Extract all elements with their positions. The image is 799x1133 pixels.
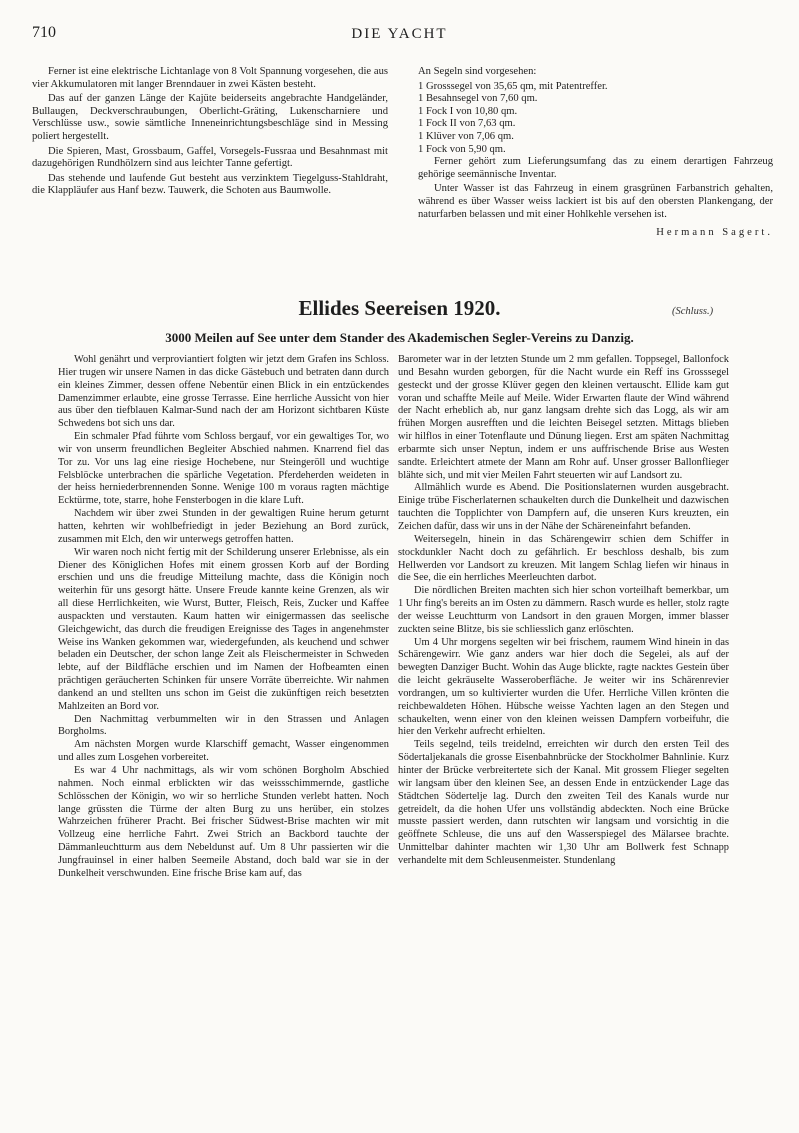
article-title: Ellides Seereisen 1920.: [298, 296, 501, 320]
top-right-column: [418, 66, 773, 238]
sails-intro: An Segeln sind vorgesehen:: [418, 66, 537, 77]
list-item: 1 Grosssegel von 35,65 qm, mit Patentreffer.: [418, 80, 608, 92]
paragraph: Ferner gehört zum Lieferungsumfang das zu einem derartigen Fahrzeug gehörige seemännische Inventar.: [418, 156, 773, 180]
top-left-column: [32, 66, 388, 200]
paragraph: Es war 4 Uhr nachmittags, als wir vom schönen Borgholm Abschied nahmen. Noch einmal erblickten wir das weissschimmernde, gastliche Schlösschen der Königin, wo wir so herrliche Stunden verlebt hatten. Noch lange grüssten die Türme der alten Burg zu uns herüber, ein stolzes Wahrzeichen früherer Pracht. Bei frischer Südwest-Brise machten wir mit Vollzeug eine herrliche Fahrt. Zwei Strich an Backbord tauchte der Dämmanleuchtturm aus dem Nebeldunst auf. Um 8 Uhr passierten wir die Jungfrauinsel in einer halben Seemeile Abstand, doch bald war sie in der Dunkelheit verschwunden. Eine frische Brise kam auf, das: [58, 765, 389, 879]
article-subtitle: 3000 Meilen auf See unter dem Stander des Akademischen Segler-Vereins zu Danzig.: [165, 330, 634, 345]
paragraph: Den Nachmittag verbummelten wir in den Strassen und Anlagen Borgholms.: [58, 713, 389, 738]
article-column-left: [58, 354, 389, 881]
paragraph: Die Spieren, Mast, Grossbaum, Gaffel, Vorsegels-Fussraa und Besahnmast mit dazugehörigen Rundhölzern sind aus leichter Tanne gefertigt.: [32, 145, 388, 170]
paragraph: Unter Wasser ist das Fahrzeug in einem grasgrünen Farbanstrich gehalten, während es über Wasser weiss lackiert ist bis auf den obersten Plankengang, der naturfarben belassen und mit einer Hohlkehle versehen ist.: [418, 183, 773, 220]
paragraph: Barometer war in der letzten Stunde um 2 mm gefallen. Toppsegel, Ballonfock und Besahn wurden geborgen, für die Nacht wurde ein Reff ins Grosssegel gesteckt und der grosse Klüver gegen den kleinen vertauscht. Ellide kam gut voran und schaffte Meile auf Meile. Wider Erwarten flaute der Wind während der Nacht erheblich ab, nur ganz langsam drehte sich das Logg, als wir am frühen Morgen ausrefften und die leichten Beisegel setzten. Mittags blieben wir hilflos in einer Totenflaute und Dünung liegen. Erst am späten Nachmittag erbarmte sich unser Neptun, indem er uns auffrischende Brise aus Westen sandte. Erleichtert atmete der Mann am Rohr auf. Unser grosser Ballonflieger blähte sich, und mit vier Meilen Fahrt steuerten wir auf Landsort zu.: [398, 354, 729, 481]
paragraph: Teils segelnd, teils treidelnd, erreichten wir durch den ersten Teil des Södertaljekanals die grosse Eisenbahnbrücke der Stockholmer Bahnlinie. Kurz hinter der Brücke verbreitertete sich der Kanal. Mit grossem Flieger segelten wir langsam über den kleinen See, an dessen Ende in entzückender Lage das Städtchen Södertelje lag. Durch den zweiten Teil des Kanals wurde nur getreidelt, da die hohen Ufer uns vollständig abdeckten. Noch eine Brücke musste passiert werden, dann rutschten wir langsam und vorsichtig in die geöffnete Schleuse, die uns auf den Wasserspiegel des Mälarsee brachte. Unmittelbar dahinter machten wir 1,30 Uhr am Bollwerk fest Schnapp verhandelte mit dem Schleusenmeister. Stundenlang: [398, 739, 729, 866]
list-item: 1 Fock II von 7,63 qm.: [418, 118, 516, 130]
paragraph: Um 4 Uhr morgens segelten wir bei frischem, raumem Wind hinein in das Schärengewirr. Wie ganz anders war hier doch die Segelei, als auf der bewegten Danziger Bucht. Wohin das Auge blickte, ragte nacktes Gestein über die leicht gekräuselte Wasseroberfläche. Je weiter wir ins Schärenrevier vordrangen, um so kultivierter wurden die Ufer. Herrliche Villen krönten die reichbewaldeten Höhen. Hübsche weisse Yachten lagen an den Stegen und schaukelten, wenn einer von den kleinen weissen Dampfern vorbeifuhr, die hier den Verkehr aufrecht erhielten.: [398, 636, 729, 738]
article-column-right: [398, 354, 729, 868]
paragraph: Das stehende und laufende Gut besteht aus verzinktem Tiegelguss-Stahldraht, die Klappläufer aus Hanf bezw. Tauwerk, die Schoten aus Baumwolle.: [32, 172, 388, 197]
list-item: 1 Fock von 5,90 qm.: [418, 143, 506, 155]
page-number: 710: [32, 24, 56, 41]
list-item: 1 Fock I von 10,80 qm.: [418, 105, 518, 117]
running-title: DIE YACHT: [351, 26, 448, 42]
paragraph: Weitersegeln, hinein in das Schärengewirr schien dem Schiffer in stockdunkler Nacht doch zu gefährlich. Er beschloss deshalb, bis zum Hellwerden vor Landsort zu kreuzen. Mit langem Schlag liefen wir hinaus in die See, die ein herrliches Meerleuchten darbot.: [398, 533, 729, 584]
paragraph: Die nördlichen Breiten machten sich hier schon vorteilhaft bemerkbar, um 1 Uhr fing's bereits an im Osten zu dämmern. Rasch wurde es heller, stolz ragte der weisse Leuchtturm von Landsort in den grauen Morgen, immer blasser zuckten seine Blitze, bis sie schliesslich ganz erlöschten.: [398, 585, 729, 635]
paragraph: Ein schmaler Pfad führte vom Schloss bergauf, vor ein gewaltiges Tor, wo wir von unserm freundlichen Begleiter Abschied nahmen. Knarrend fiel das Tor zu. Vor uns lag eine riesige Hochebene, nur Steingeröll und wuchtige Felsblöcke unterbrachen die spärliche Vegetation. Pferdeherden weideten in der heiss herniederbrennenden Sonne. Wenige 100 m voraus ragten mächtige Ecktürme, tote, starre, hohe Fensterbogen in die klare Luft.: [58, 431, 389, 507]
sail-list: [418, 81, 773, 157]
list-item: 1 Besahnsegel von 7,60 qm.: [418, 93, 538, 105]
article-continuation-tag: (Schluss.): [672, 306, 714, 317]
author-signature: Hermann Sagert.: [656, 227, 773, 239]
paragraph: Ferner ist eine elektrische Lichtanlage von 8 Volt Spannung vorgesehen, die aus vier Akkumulatoren mit langer Brenndauer in zwei Kästen besteht.: [32, 66, 388, 90]
paragraph: Wohl genährt und verproviantiert folgten wir jetzt dem Grafen ins Schloss. Hier trugen wir unsere Namen in das dicke Gästebuch und betraten dann durch ein kleines Zimmer, dessen offene Nebentür einen Blick in ein entzückendes Damenzimmer erlaubte, eine grosse Terrasse. Eine herrliche Aussicht von hier aus über den tiefblauen Kalmar-Sund nach der am Horizont sichtbaren Küste Schwedens bot sich uns dar.: [58, 354, 389, 430]
paragraph: Nachdem wir über zwei Stunden in der gewaltigen Ruine herum geturnt hatten, kehrten wir wohlbefriedigt in jeder Beziehung an Bord zurück, zusammen mit Elch, den wir unterwegs getroffen hatten.: [58, 508, 389, 545]
paragraph: Wir waren noch nicht fertig mit der Schilderung unserer Erlebnisse, als ein Diener des Königlichen Hofes mit einem grossen Korb auf der Bording erschien und uns die freudige Mitteilung machte, dass die Königin noch weiterhin für uns gesorgt hätte. Unsere Freude kannte keine Grenzen, als wir all diese Herrlichkeiten, wie Wurst, Butter, Fleisch, Reis, Zucker und Kaffee auspackten und verstauten. Kaum hatten wir einigermassen das seelische Gleichgewicht, das durch die freudigen Ereignisse des Tages in angenehmster Weise ins Wanken gekommen war, wiedergefunden, als keuchend und schwer beladen ein Deutscher, der schon lange Zeit als Fleischermeister in Schweden lebte, auf der Bildfläche erschien und im Namen der Hofbeamten einen prächtigen geräucherten Schinken für unsere Vorräte überreichte. Wir nahmen dankend an und stellten uns schon im Geist die zukünftigen reich besetzten Mahlzeiten an Bord vor.: [58, 546, 389, 712]
paragraph: Allmählich wurde es Abend. Die Positionslaternen wurden ausgebracht. Einige trübe Fischerlaternen schaukelten durch die Dunkelheit und dazwischen tauchten die Topplichter von Dampfern auf, die unseren Kurs kreuzten, ein Zeichen dafür, dass wir uns in der Nähe der Schäreneinfahrt befanden.: [398, 482, 729, 532]
paragraph: Am nächsten Morgen wurde Klarschiff gemacht, Wasser eingenommen und alles zum Losgehen vorbereitet.: [58, 739, 389, 764]
list-item: 1 Klüver von 7,06 qm.: [418, 130, 514, 142]
paragraph: Das auf der ganzen Länge der Kajüte beiderseits angebrachte Handgeländer, Bullaugen, Deckverschraubungen, Oberlicht-Gräting, Lukenscharniere und Verschlüsse usw., sowie sämtliche Inneneinrichtungsbeschläge sind in Messing poliert hergestellt.: [32, 93, 388, 142]
